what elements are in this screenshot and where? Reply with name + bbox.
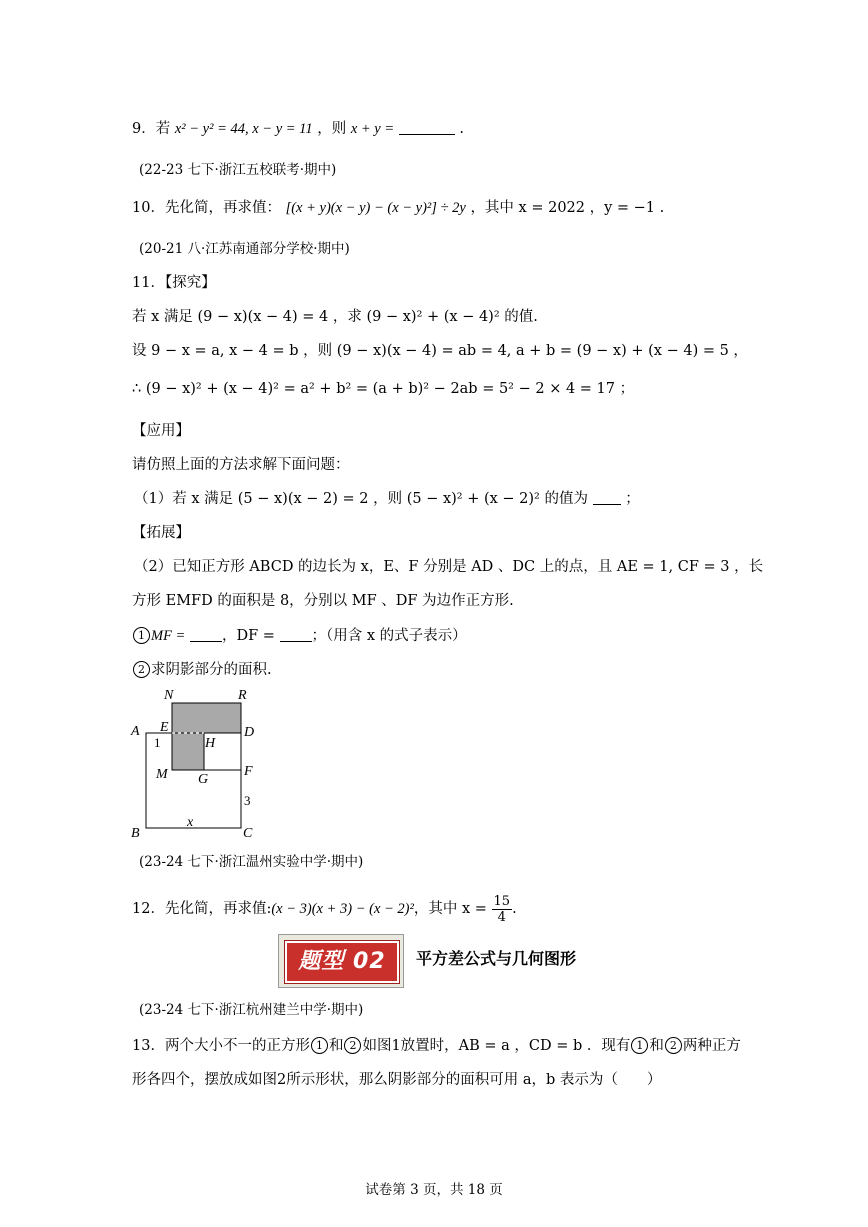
q12-given: ，其中 x = (413, 901, 487, 917)
q13-text-c: 如图1放置时，AB = a ，CD = b ．现有 (362, 1038, 631, 1054)
label-g: G (198, 772, 209, 787)
q13-circle-3: 1 (631, 1037, 648, 1054)
q9-equation: x² − y² = 44, x − y = 11 (174, 121, 313, 137)
q11-line2: 设 9 − x = a, x − 4 = b ，则 (9 − x)(x − 4) = ab = 4, a + b = (9 − x) + (x − 4) = 5 ， (132, 343, 748, 359)
label-three: 3 (244, 793, 251, 808)
q10-expression: [(x + y)(x − y) − (x − y)²] ÷ 2y (285, 200, 466, 216)
q13-line1 (132, 1036, 741, 1056)
shaded-top-square (172, 703, 241, 733)
q9-ask: x + y = (350, 121, 395, 137)
q13-line2: 形各四个，摆放成如图2所示形状，那么阴影部分的面积可用 a，b 表示为（ ） (132, 1072, 662, 1088)
part1 (134, 489, 640, 509)
q13-source: (23-24 七下·浙江杭州建兰中学·期中) (139, 1002, 364, 1018)
label-n: N (164, 688, 174, 703)
apply-text: 请仿照上面的方法求解下面问题： (132, 457, 350, 473)
q13-text-b: 和 (328, 1038, 344, 1054)
frac-num: 15 (493, 893, 511, 909)
q13-circle-4: 2 (665, 1037, 682, 1054)
q10 (132, 198, 664, 218)
sub2-text: 求阴影部分的面积. (151, 662, 272, 678)
q11-line3: ∴ (9 − x)² + (x − 4)² = a² + b² = (a + b)² − 2ab = 5² − 2 × 4 = 17 ； (132, 381, 635, 397)
q12-source: (23-24 七下·浙江温州实验中学·期中) (139, 854, 364, 870)
sub1-mf: MF = (151, 628, 186, 644)
sub1 (132, 626, 467, 646)
q13-circle-2: 2 (344, 1037, 361, 1054)
shaded-left-square (172, 733, 204, 770)
part1-end: ； (625, 491, 640, 507)
part2-line2: 方形 EMFD 的面积是 8，分别以 MF 、DF 为边作正方形. (132, 593, 514, 609)
q13-circle-1: 1 (311, 1037, 328, 1054)
square-figure (125, 683, 265, 843)
sub1-circle: 1 (133, 627, 150, 644)
frac-den: 4 (497, 909, 506, 925)
sub1-df: ，DF = (221, 628, 275, 644)
q10-source: (22-23 七下·浙江五校联考·期中) (139, 162, 337, 178)
q9-then: ，则 (317, 121, 347, 137)
q12-fraction (492, 894, 513, 925)
sub2-circle: 2 (133, 661, 150, 678)
sub2 (132, 660, 272, 680)
df-answer-blank (280, 627, 312, 642)
extend-header: 【拓展】 (132, 525, 190, 541)
q13-text-d: 和 (649, 1038, 664, 1054)
label-f: F (244, 764, 253, 779)
label-h: H (205, 736, 216, 751)
q11-line1: 若 x 满足 (9 − x)(x − 4) = 4 ，求 (9 − x)² + (x − 4)² 的值. (132, 309, 538, 325)
q11-number: 11．【探究】 (132, 275, 216, 291)
mf-answer-blank (190, 627, 222, 642)
label-one: 1 (154, 735, 161, 750)
q10-number: 10．先化简，再求值： (132, 200, 281, 216)
label-x: x (187, 815, 194, 830)
q10-given: ，其中 x = 2022 ，y = −1 . (470, 200, 665, 216)
topic-badge-label: 题型 02 (285, 941, 399, 983)
apply-header: 【应用】 (132, 423, 190, 439)
label-b: B (131, 826, 140, 841)
q12-number: 12．先化简，再求值: (132, 901, 272, 917)
q12-end: . (512, 901, 517, 917)
label-e: E (160, 720, 169, 735)
topic-badge (278, 934, 404, 988)
sub1-note: ；（用含 x 的式子表示） (311, 628, 467, 644)
label-c: C (243, 826, 253, 841)
topic-title: 平方差公式与几何图形 (416, 949, 577, 968)
part1-text: （1）若 x 满足 (5 − x)(x − 2) = 2 ，则 (5 − x)² + (x − 2)² 的值为 (134, 491, 588, 507)
q9-number: 9．若 (132, 121, 171, 137)
q13-text-a: 13．两个大小不一的正方形 (132, 1038, 310, 1054)
page-footer: 试卷第 3 页，共 18 页 (365, 1182, 503, 1198)
label-d: D (244, 725, 255, 740)
q9-answer-blank (399, 120, 455, 135)
q12 (132, 891, 517, 927)
q11-source: (20-21 八·江苏南通部分学校·期中) (139, 241, 350, 257)
q9-end: . (459, 121, 464, 137)
q9 (132, 119, 464, 139)
part1-answer-blank (593, 490, 621, 505)
label-r: R (238, 688, 247, 703)
q12-expression: (x − 3)(x + 3) − (x − 2)² (271, 901, 414, 917)
part2-line1: （2）已知正方形 ABCD 的边长为 x，E、F 分别是 AD 、DC 上的点，且 AE = 1, CF = 3 ，长 (134, 559, 764, 575)
label-a: A (131, 724, 140, 739)
label-m: M (156, 767, 168, 782)
q13-text-e: 两种正方 (682, 1038, 741, 1054)
